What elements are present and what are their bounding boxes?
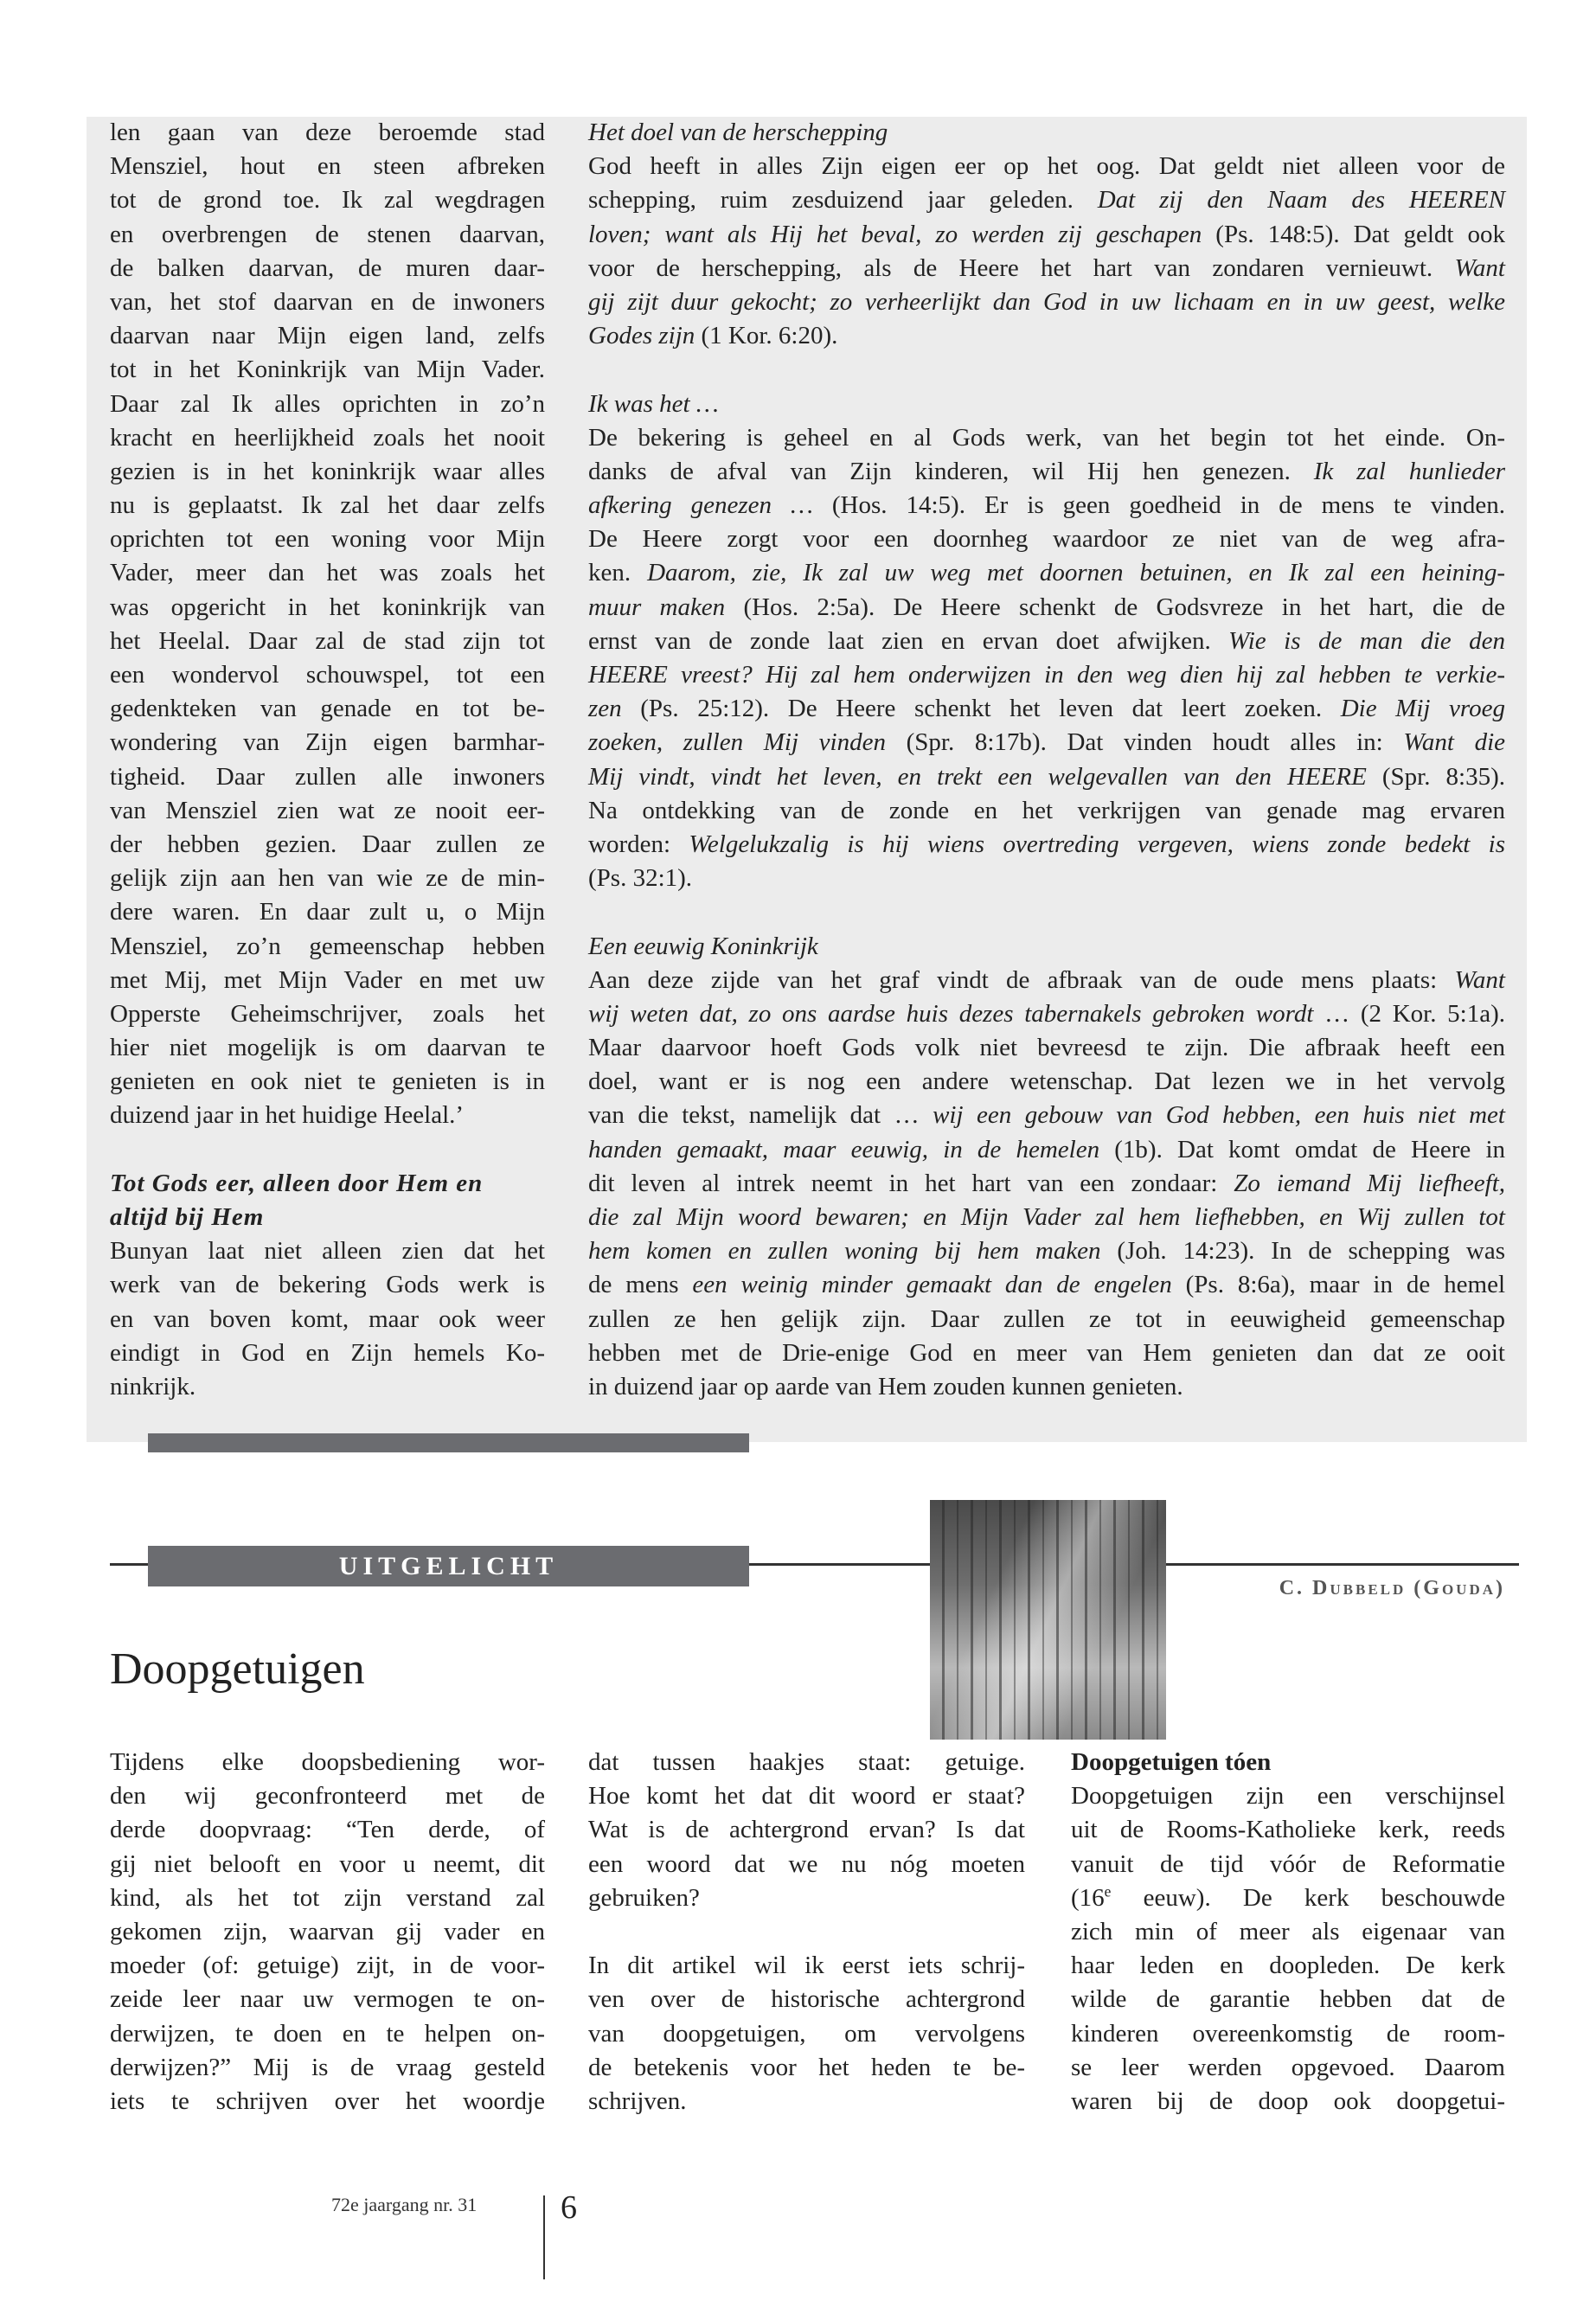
text-line <box>1071 1848 1505 1881</box>
article-column-1 <box>110 1746 545 2118</box>
continuation-right-column <box>588 116 1505 1404</box>
text-run: de betekenis voor het heden te be- <box>588 2053 1025 2081</box>
text-line <box>1071 1813 1505 1847</box>
text-line <box>588 421 1505 455</box>
text-run: ernst van de zonde laat zien en ervan doet afwijken. <box>588 626 1229 655</box>
text-line <box>588 964 1505 997</box>
text-line <box>588 218 1505 252</box>
text-line <box>588 2085 1025 2118</box>
text-run: len gaan van deze beroemde stad <box>110 119 545 146</box>
text-line <box>588 997 1505 1031</box>
italic-quote: een weinig minder gemaakt dan de engelen <box>692 1271 1172 1299</box>
text-line <box>1071 1915 1505 1949</box>
text-line <box>110 1065 545 1099</box>
text-run: (1 Kor. 6:20). <box>695 322 838 350</box>
text-line <box>588 1133 1505 1167</box>
text-line <box>588 1779 1025 1813</box>
italic-quote: wij een gebouw van God hebben, een huis niet met <box>933 1101 1505 1130</box>
text-line <box>110 388 545 421</box>
page-number: 6 <box>561 2189 577 2226</box>
text-line <box>588 556 1505 590</box>
text-run: (16 <box>1071 1883 1105 1912</box>
text-run: en overbrengen de stenen daarvan, <box>110 220 545 248</box>
text-run: … (2 Kor. 5:1a). <box>1313 999 1505 1028</box>
text-run: derwijzen, te doen en te helpen on- <box>110 2019 545 2048</box>
footer-divider <box>543 2195 545 2279</box>
italic-quote: handen gemaakt, maar eeuwig, in de hemelen <box>588 1135 1100 1163</box>
italic-quote: zoeken, zullen Mij vinden <box>588 728 886 757</box>
text-run: worden: <box>588 830 689 858</box>
text-run: van doopgetuigen, om vervolgens <box>588 2019 1025 2048</box>
text-run: genieten en ook niet te genieten is in <box>110 1067 545 1096</box>
text-run: gedenkteken van genade en tot be- <box>110 695 545 723</box>
text-run: ken. <box>588 559 648 587</box>
text-run: derde doopvraag: “Ten derde, of <box>110 1816 545 1844</box>
text-line <box>1071 1881 1505 1915</box>
text-run: (Spr. 8:17b). Dat vinden houdt alles in: <box>885 728 1404 757</box>
text-line <box>588 726 1505 760</box>
text-run: Doopgetuigen zijn een verschijnsel <box>1071 1782 1505 1811</box>
text-run: den wij geconfronteerd met de <box>110 1782 545 1811</box>
issue-number: 72e jaargang nr. 31 <box>331 2194 478 2215</box>
italic-quote: hem komen en zullen woning bij hem maken <box>588 1237 1101 1266</box>
text-run: kinderen overeenkomstig de room- <box>1071 2019 1505 2048</box>
text-line <box>110 726 545 760</box>
italic-quote: gij zijt duur gekocht; zo verheerlijkt dan God in uw lichaam en in uw geest, welke <box>588 287 1505 316</box>
text-run: het Heelal. Daar zal de stad zijn tot <box>110 626 545 655</box>
text-line <box>588 1370 1505 1404</box>
blank-line <box>110 1133 545 1167</box>
subheading: Een eeuwig Koninkrijk <box>588 932 818 960</box>
text-line <box>110 1303 545 1336</box>
text-line <box>588 1167 1505 1201</box>
text-line <box>588 455 1505 489</box>
text-run: (Ps. 32:1). <box>588 864 693 893</box>
text-line <box>588 183 1505 217</box>
blank-line <box>588 353 1505 387</box>
text-line <box>110 421 545 455</box>
text-run: Opperste Geheimschrijver, zoals het <box>110 999 545 1028</box>
italic-quote: HEERE vreest? Hij zal hem onderwijzen in den weg dien hij zal hebben te verkie- <box>588 661 1505 689</box>
text-line <box>588 760 1505 794</box>
blank-line <box>588 895 1505 929</box>
text-run: gij niet belooft en voor u neemt, dit <box>110 1849 545 1878</box>
text-run: Hoe komt het dat dit woord er staat? <box>588 1782 1025 1811</box>
text-run: (Spr. 8:35). <box>1366 762 1505 791</box>
text-line <box>588 625 1505 658</box>
text-run: duizend jaar in het huidige Heelal.’ <box>110 1101 465 1130</box>
text-run: tigheid. Daar zullen alle inwoners <box>110 762 545 791</box>
text-run: danks de afval van Zijn kinderen, wil Hij hen genezen. <box>588 457 1314 485</box>
italic-quote: die zal Mijn woord bewaren; en Mijn Vader zal hem liefhebben, en Wij zullen tot <box>588 1203 1505 1231</box>
italic-quote: Ik zal hunlieder <box>1313 457 1505 485</box>
italic-quote: afkering genezen … <box>588 491 813 520</box>
article-column-3 <box>1071 1746 1505 2118</box>
text-line <box>588 1848 1025 1881</box>
text-line <box>588 252 1505 285</box>
forest-photo <box>930 1500 1166 1740</box>
text-line <box>588 319 1505 353</box>
text-line <box>588 1336 1505 1370</box>
text-line <box>110 522 545 556</box>
text-line <box>110 489 545 522</box>
text-run: van Mensziel zien wat ze nooit eer- <box>110 796 545 824</box>
italic-quote: Daarom, zie, Ik zal uw weg met doornen betuinen, en Ik zal een heining- <box>647 559 1505 587</box>
text-run: dat tussen haakjes staat: getuige. <box>588 1748 1025 1776</box>
text-run: In dit artikel wil ik eerst iets schrij- <box>588 1952 1025 1980</box>
text-run: oprichten tot een woning voor Mijn <box>110 525 545 554</box>
text-line <box>110 2051 545 2085</box>
text-run: Maar daarvoor hoeft Gods volk niet bevreesd te zijn. Die afbraak heeft een <box>588 1034 1505 1062</box>
text-line <box>588 1949 1025 1983</box>
text-line <box>588 794 1505 828</box>
text-run: Mensziel, zo’n gemeenschap hebben <box>110 932 545 960</box>
italic-quote: Dat zij den Naam des HEEREN <box>1097 186 1505 215</box>
text-line <box>110 1234 545 1268</box>
text-line <box>110 997 545 1031</box>
italic-quote: Want die <box>1403 728 1506 757</box>
text-line <box>110 1848 545 1881</box>
text-line <box>110 1813 545 1847</box>
text-run: de mens <box>588 1271 693 1299</box>
text-run: Tijdens elke doopsbediening wor- <box>110 1748 545 1776</box>
text-line <box>110 252 545 285</box>
text-run: Na ontdekking van de zonde en het verkrijgen van genade mag ervaren <box>588 796 1505 824</box>
text-run: dit leven al intrek neemt in het hart van een zondaar: <box>588 1169 1234 1197</box>
text-run: gekomen zijn, waarvan gij vader en <box>110 1917 545 1945</box>
text-line <box>588 1099 1505 1132</box>
text-run: (Hos. 14:5). Er is geen goedheid in de mens te vinden. <box>812 491 1505 520</box>
text-line <box>110 1983 545 2016</box>
text-run: kind, als het tot zijn verstand zal <box>110 1883 545 1912</box>
text-line <box>588 2051 1025 2085</box>
text-run: Aan deze zijde van het graf vindt de afbraak van de oude mens plaats: <box>588 965 1455 994</box>
text-line <box>588 692 1505 726</box>
text-run: uit de Rooms-Katholieke kerk, reeds <box>1071 1816 1505 1844</box>
text-line <box>110 353 545 387</box>
subheading: Het doel van de herschepping <box>588 119 888 146</box>
text-line <box>1071 1949 1505 1983</box>
text-line <box>588 1031 1505 1065</box>
italic-quote: zen <box>588 695 622 723</box>
text-line <box>110 895 545 929</box>
italic-quote: wij weten dat, zo ons aardse huis dezes tabernakels gebroken wordt <box>588 999 1314 1028</box>
text-line <box>1071 1983 1505 2016</box>
blank-line <box>588 1915 1025 1949</box>
text-line <box>110 1268 545 1302</box>
text-run: doel, want er is nog een andere wetenschap. Dat lezen we in het vervolg <box>588 1067 1505 1096</box>
text-run: wilde de garantie hebben dat de <box>1071 1985 1505 2014</box>
text-line <box>110 1099 545 1132</box>
text-line <box>588 1065 1505 1099</box>
text-run: tot in het Koninkrijk van Mijn Vader. <box>110 356 545 384</box>
text-line <box>110 625 545 658</box>
text-run: De Heere zorgt voor een doornheg waardoor ze niet van de weg afra- <box>588 525 1505 554</box>
text-run: eindigt in God en Zijn hemels Ko- <box>110 1338 545 1367</box>
subheading: Tot Gods eer, alleen door Hem en <box>110 1169 484 1197</box>
text-run: hier niet mogelijk is om daarvan te <box>110 1034 545 1062</box>
text-line <box>588 489 1505 522</box>
text-line <box>110 116 545 150</box>
text-run: tot de grond toe. Ik zal wegdragen <box>110 186 545 215</box>
article-title: Doopgetuigen <box>110 1644 365 1694</box>
text-run: eeuw). De kerk beschouwde <box>1111 1883 1505 1912</box>
text-run: gelijk zijn aan hen van wie ze de min- <box>110 864 545 893</box>
text-run: schrijven. <box>588 2086 687 2115</box>
text-run: een wondervol schouwspel, tot een <box>110 661 545 689</box>
italic-quote: muur maken <box>588 593 726 621</box>
italic-quote: Wie is de man die den <box>1228 626 1505 655</box>
article-column-2 <box>588 1746 1025 2118</box>
italic-quote: Godes zijn <box>588 322 695 350</box>
text-line <box>110 1881 545 1915</box>
text-run: een woord dat we nu nóg moeten <box>588 1849 1025 1878</box>
text-run: ven over de historische achtergrond <box>588 1985 1025 2014</box>
text-line <box>110 760 545 794</box>
text-line <box>110 1370 545 1404</box>
text-line <box>110 319 545 353</box>
text-line <box>588 591 1505 625</box>
section-label: UITGELICHT <box>148 1546 749 1586</box>
italic-quote: Die Mij vroeg <box>1340 695 1505 723</box>
text-line <box>110 1779 545 1813</box>
text-line <box>1071 1779 1505 1813</box>
italic-quote: Want <box>1454 253 1505 282</box>
text-run: iets te schrijven over het woordje <box>110 2086 545 2115</box>
text-run: ninkrijk. <box>110 1372 196 1400</box>
text-line <box>110 1915 545 1949</box>
text-line <box>588 1881 1025 1915</box>
text-line <box>588 1268 1505 1302</box>
text-run: haar leden en doopleden. De kerk <box>1071 1952 1505 1980</box>
text-run: van die tekst, namelijk dat … <box>588 1101 933 1130</box>
italic-quote: Mij vindt, vindt het leven, en trekt een welgevallen van den HEERE <box>588 762 1367 791</box>
text-line <box>110 1336 545 1370</box>
text-run: der hebben gezien. Daar zullen ze <box>110 830 545 858</box>
text-line <box>588 1746 1025 1779</box>
text-run: wondering van Zijn eigen barmhar- <box>110 728 545 757</box>
italic-quote: Want <box>1454 965 1505 994</box>
text-line <box>110 591 545 625</box>
text-run: (Hos. 2:5a). De Heere schenkt de Godsvreze in het hart, die de <box>725 593 1505 621</box>
text-run: God heeft in alles Zijn eigen eer op het oog. Dat geldt niet alleen voor de <box>588 152 1505 181</box>
text-run: schepping, ruim zesduizend jaar geleden. <box>588 186 1098 215</box>
text-run: (Joh. 14:23). In de schepping was <box>1100 1237 1505 1266</box>
text-run: Mensziel, hout en steen afbreken <box>110 152 545 181</box>
text-run: kracht en heerlijkheid zoals het nooit <box>110 423 545 452</box>
text-run: Wat is de achtergrond ervan? Is dat <box>588 1816 1025 1844</box>
text-run: Daar zal Ik alles oprichten in zo’n <box>110 389 545 418</box>
text-run: moeder (of: getuige) zijt, in de voor- <box>110 1952 545 1980</box>
text-run: nu is geplaatst. Ik zal het daar zelfs <box>110 491 545 520</box>
text-line <box>588 1201 1505 1234</box>
text-line <box>110 930 545 964</box>
text-run: van, het stof daarvan en de inwoners <box>110 287 545 316</box>
text-line <box>110 964 545 997</box>
text-line <box>588 150 1505 183</box>
text-line <box>110 2085 545 2118</box>
text-line <box>110 150 545 183</box>
text-line <box>588 1303 1505 1336</box>
text-run: daarvan naar Mijn eigen land, zelfs <box>110 322 545 350</box>
text-run: Bunyan laat niet alleen zien dat het <box>110 1237 545 1266</box>
text-line <box>110 1031 545 1065</box>
italic-quote: Zo iemand Mij liefheeft, <box>1234 1169 1506 1197</box>
text-line <box>588 285 1505 319</box>
text-line <box>1071 2051 1505 2085</box>
text-run: Vader, meer dan het was zoals het <box>110 559 545 587</box>
text-run: in duizend jaar op aarde van Hem zouden kunnen genieten. <box>588 1372 1183 1400</box>
text-line <box>588 862 1505 895</box>
text-run: (Ps. 8:6a), maar in de hemel <box>1171 1271 1506 1299</box>
text-line <box>110 1949 545 1983</box>
text-run: (1b). Dat komt omdat de Heere in <box>1099 1135 1506 1163</box>
text-run: derwijzen?” Mij is de vraag gesteld <box>110 2053 545 2081</box>
text-line <box>588 2017 1025 2051</box>
text-line <box>110 692 545 726</box>
continuation-left-column <box>110 116 545 1404</box>
text-run: gebruiken? <box>588 1883 700 1912</box>
italic-quote: Welgelukzalig is hij wiens overtreding vergeven, wiens zonde bedekt is <box>689 830 1505 858</box>
text-run: zullen ze hen gelijk zijn. Daar zullen ze tot in eeuwigheid gemeenschap <box>588 1304 1505 1333</box>
text-run: De bekering is geheel en al Gods werk, van het begin tot het einde. On- <box>588 423 1505 452</box>
text-line <box>588 1234 1505 1268</box>
text-run: werk van de bekering Gods werk is <box>110 1271 545 1299</box>
text-run: gezien is in het koninkrijk waar alles <box>110 457 545 485</box>
subheading: Ik was het … <box>588 389 719 418</box>
subheading: altijd bij Hem <box>110 1203 265 1231</box>
text-line <box>110 658 545 692</box>
text-line <box>110 556 545 590</box>
text-run: waren bij de doop ook doopgetui- <box>1071 2086 1505 2115</box>
text-line <box>1071 2017 1505 2051</box>
text-run: voor de herschepping, als de Heere het hart van zondaren vernieuwt. <box>588 253 1455 282</box>
text-line <box>588 522 1505 556</box>
text-run: was opgericht in het koninkrijk van <box>110 593 545 621</box>
text-line <box>588 1813 1025 1847</box>
text-line <box>110 183 545 217</box>
text-run: dere waren. En daar zult u, o Mijn <box>110 898 545 926</box>
text-line <box>588 828 1505 862</box>
subheading: Doopgetuigen tóen <box>1071 1748 1272 1776</box>
text-run: met Mij, met Mijn Vader en met uw <box>110 965 545 994</box>
text-line <box>588 1983 1025 2016</box>
text-line <box>110 794 545 828</box>
text-run: hebben met de Drie-enige God en meer van Hem genieten dan dat ze ooit <box>588 1338 1505 1367</box>
text-line <box>110 218 545 252</box>
italic-quote: loven; want als Hij het beval, zo werden zij geschapen <box>588 220 1202 248</box>
superscript: e <box>1104 1882 1112 1900</box>
text-line <box>110 1746 545 1779</box>
text-line <box>110 285 545 319</box>
section-divider-bar <box>148 1433 749 1452</box>
text-run: zich min of meer als eigenaar van <box>1071 1917 1505 1945</box>
text-line <box>1071 2085 1505 2118</box>
text-line <box>110 828 545 862</box>
text-line <box>110 455 545 489</box>
text-run: en van boven komt, maar ook weer <box>110 1304 545 1333</box>
text-run: (Ps. 148:5). Dat geldt ook <box>1202 220 1505 248</box>
text-run: vanuit de tijd vóór de Reformatie <box>1071 1849 1505 1878</box>
text-run: (Ps. 25:12). De Heere schenkt het leven dat leert zoeken. <box>621 695 1341 723</box>
text-run: se leer werden opgevoed. Daarom <box>1071 2053 1505 2081</box>
text-run: zeide leer naar uw vermogen te on- <box>110 1985 545 2014</box>
author-byline: C. Dubbeld (Gouda) <box>1279 1577 1505 1599</box>
text-run: de balken daarvan, de muren daar- <box>110 253 545 282</box>
text-line <box>110 2017 545 2051</box>
text-line <box>110 862 545 895</box>
text-line <box>588 658 1505 692</box>
